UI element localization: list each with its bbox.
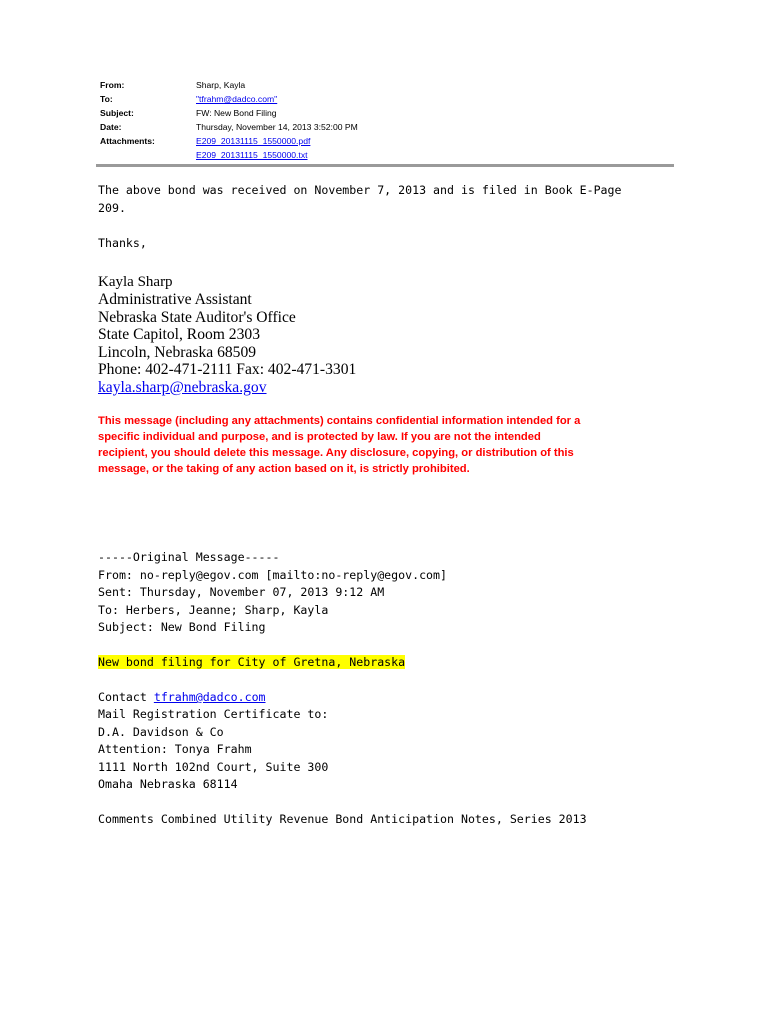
contact-line — [98, 689, 266, 707]
attachment-txt-link[interactable]: E209_20131115_1550000.txt — [196, 150, 308, 160]
signature-email-link[interactable]: kayla.sharp@nebraska.gov — [98, 378, 267, 396]
body-line-2: 209. — [98, 201, 126, 215]
signature-office: Nebraska State Auditor's Office — [98, 308, 296, 326]
to-label: To: — [100, 94, 113, 104]
disclaimer-line: This message (including any attachments) contains confidential information intended for a — [98, 415, 581, 427]
disclaimer-line: message, or the taking of any action based on it, is strictly prohibited. — [98, 463, 470, 475]
from-value: Sharp, Kayla — [196, 80, 246, 90]
body-thanks: Thanks, — [98, 236, 147, 250]
contact-email-link[interactable]: tfrahm@dadco.com — [153, 690, 266, 704]
signature-name: Kayla Sharp — [98, 274, 173, 290]
street-line: 1111 North 102nd Court, Suite 300 — [98, 760, 329, 774]
header-row-attachments-2 — [100, 148, 680, 162]
header-row-attachments — [100, 134, 680, 148]
original-from: From: no-reply@egov.com [mailto:no-reply@egov.com] — [98, 568, 448, 582]
date-value: Thursday, November 14, 2013 3:52:00 PM — [196, 122, 358, 132]
subject-value: FW: New Bond Filing — [196, 108, 277, 118]
comments-line: Comments Combined Utility Revenue Bond Anticipation Notes, Series 2013 — [98, 812, 587, 826]
highlighted-filing-line — [98, 654, 405, 672]
subject-label: Subject: — [100, 108, 134, 118]
header-row-to — [100, 92, 680, 106]
attachment-pdf-link[interactable]: E209_20131115_1550000.pdf — [196, 136, 311, 146]
attachments-label: Attachments: — [100, 136, 155, 146]
attention-line: Attention: Tonya Frahm — [98, 742, 252, 756]
original-to: To: Herbers, Jeanne; Sharp, Kayla — [98, 603, 329, 617]
header-row-date — [100, 120, 680, 134]
signature-address-line-2: Lincoln, Nebraska 68509 — [98, 343, 257, 361]
signature-title: Administrative Assistant — [98, 291, 252, 308]
mail-registration-line: Mail Registration Certificate to: — [98, 707, 329, 721]
to-email-link[interactable]: "tfrahm@dadco.com" — [196, 94, 278, 104]
signature-block — [98, 291, 356, 397]
disclaimer-line: recipient, you should delete this message. Any disclosure, copying, or distribution of this — [98, 447, 574, 459]
date-label: Date: — [100, 122, 122, 132]
company-line: D.A. Davidson & Co — [98, 725, 224, 739]
signature-address-line-1: State Capitol, Room 2303 — [98, 326, 260, 344]
confidentiality-disclaimer — [98, 413, 658, 477]
original-subject: Subject: New Bond Filing — [98, 620, 266, 634]
header-divider — [96, 164, 674, 167]
original-message-separator: -----Original Message----- — [98, 550, 280, 564]
email-header — [100, 78, 680, 162]
original-sent: Sent: Thursday, November 07, 2013 9:12 AM — [98, 585, 385, 599]
from-label: From: — [100, 80, 125, 90]
contact-prefix: Contact — [98, 690, 154, 704]
body-line-1: The above bond was received on November 7, 2013 and is filed in Book E-Page — [98, 183, 622, 197]
signature-phone: Phone: 402-471-2111 Fax: 402-471-3301 — [98, 361, 357, 379]
disclaimer-line: specific individual and purpose, and is protected by law. If you are not the intended — [98, 431, 541, 443]
city-line: Omaha Nebraska 68114 — [98, 777, 238, 791]
header-row-from — [100, 78, 680, 92]
highlighted-text: New bond filing for City of Gretna, Nebraska — [98, 655, 406, 669]
header-row-subject — [100, 106, 680, 120]
